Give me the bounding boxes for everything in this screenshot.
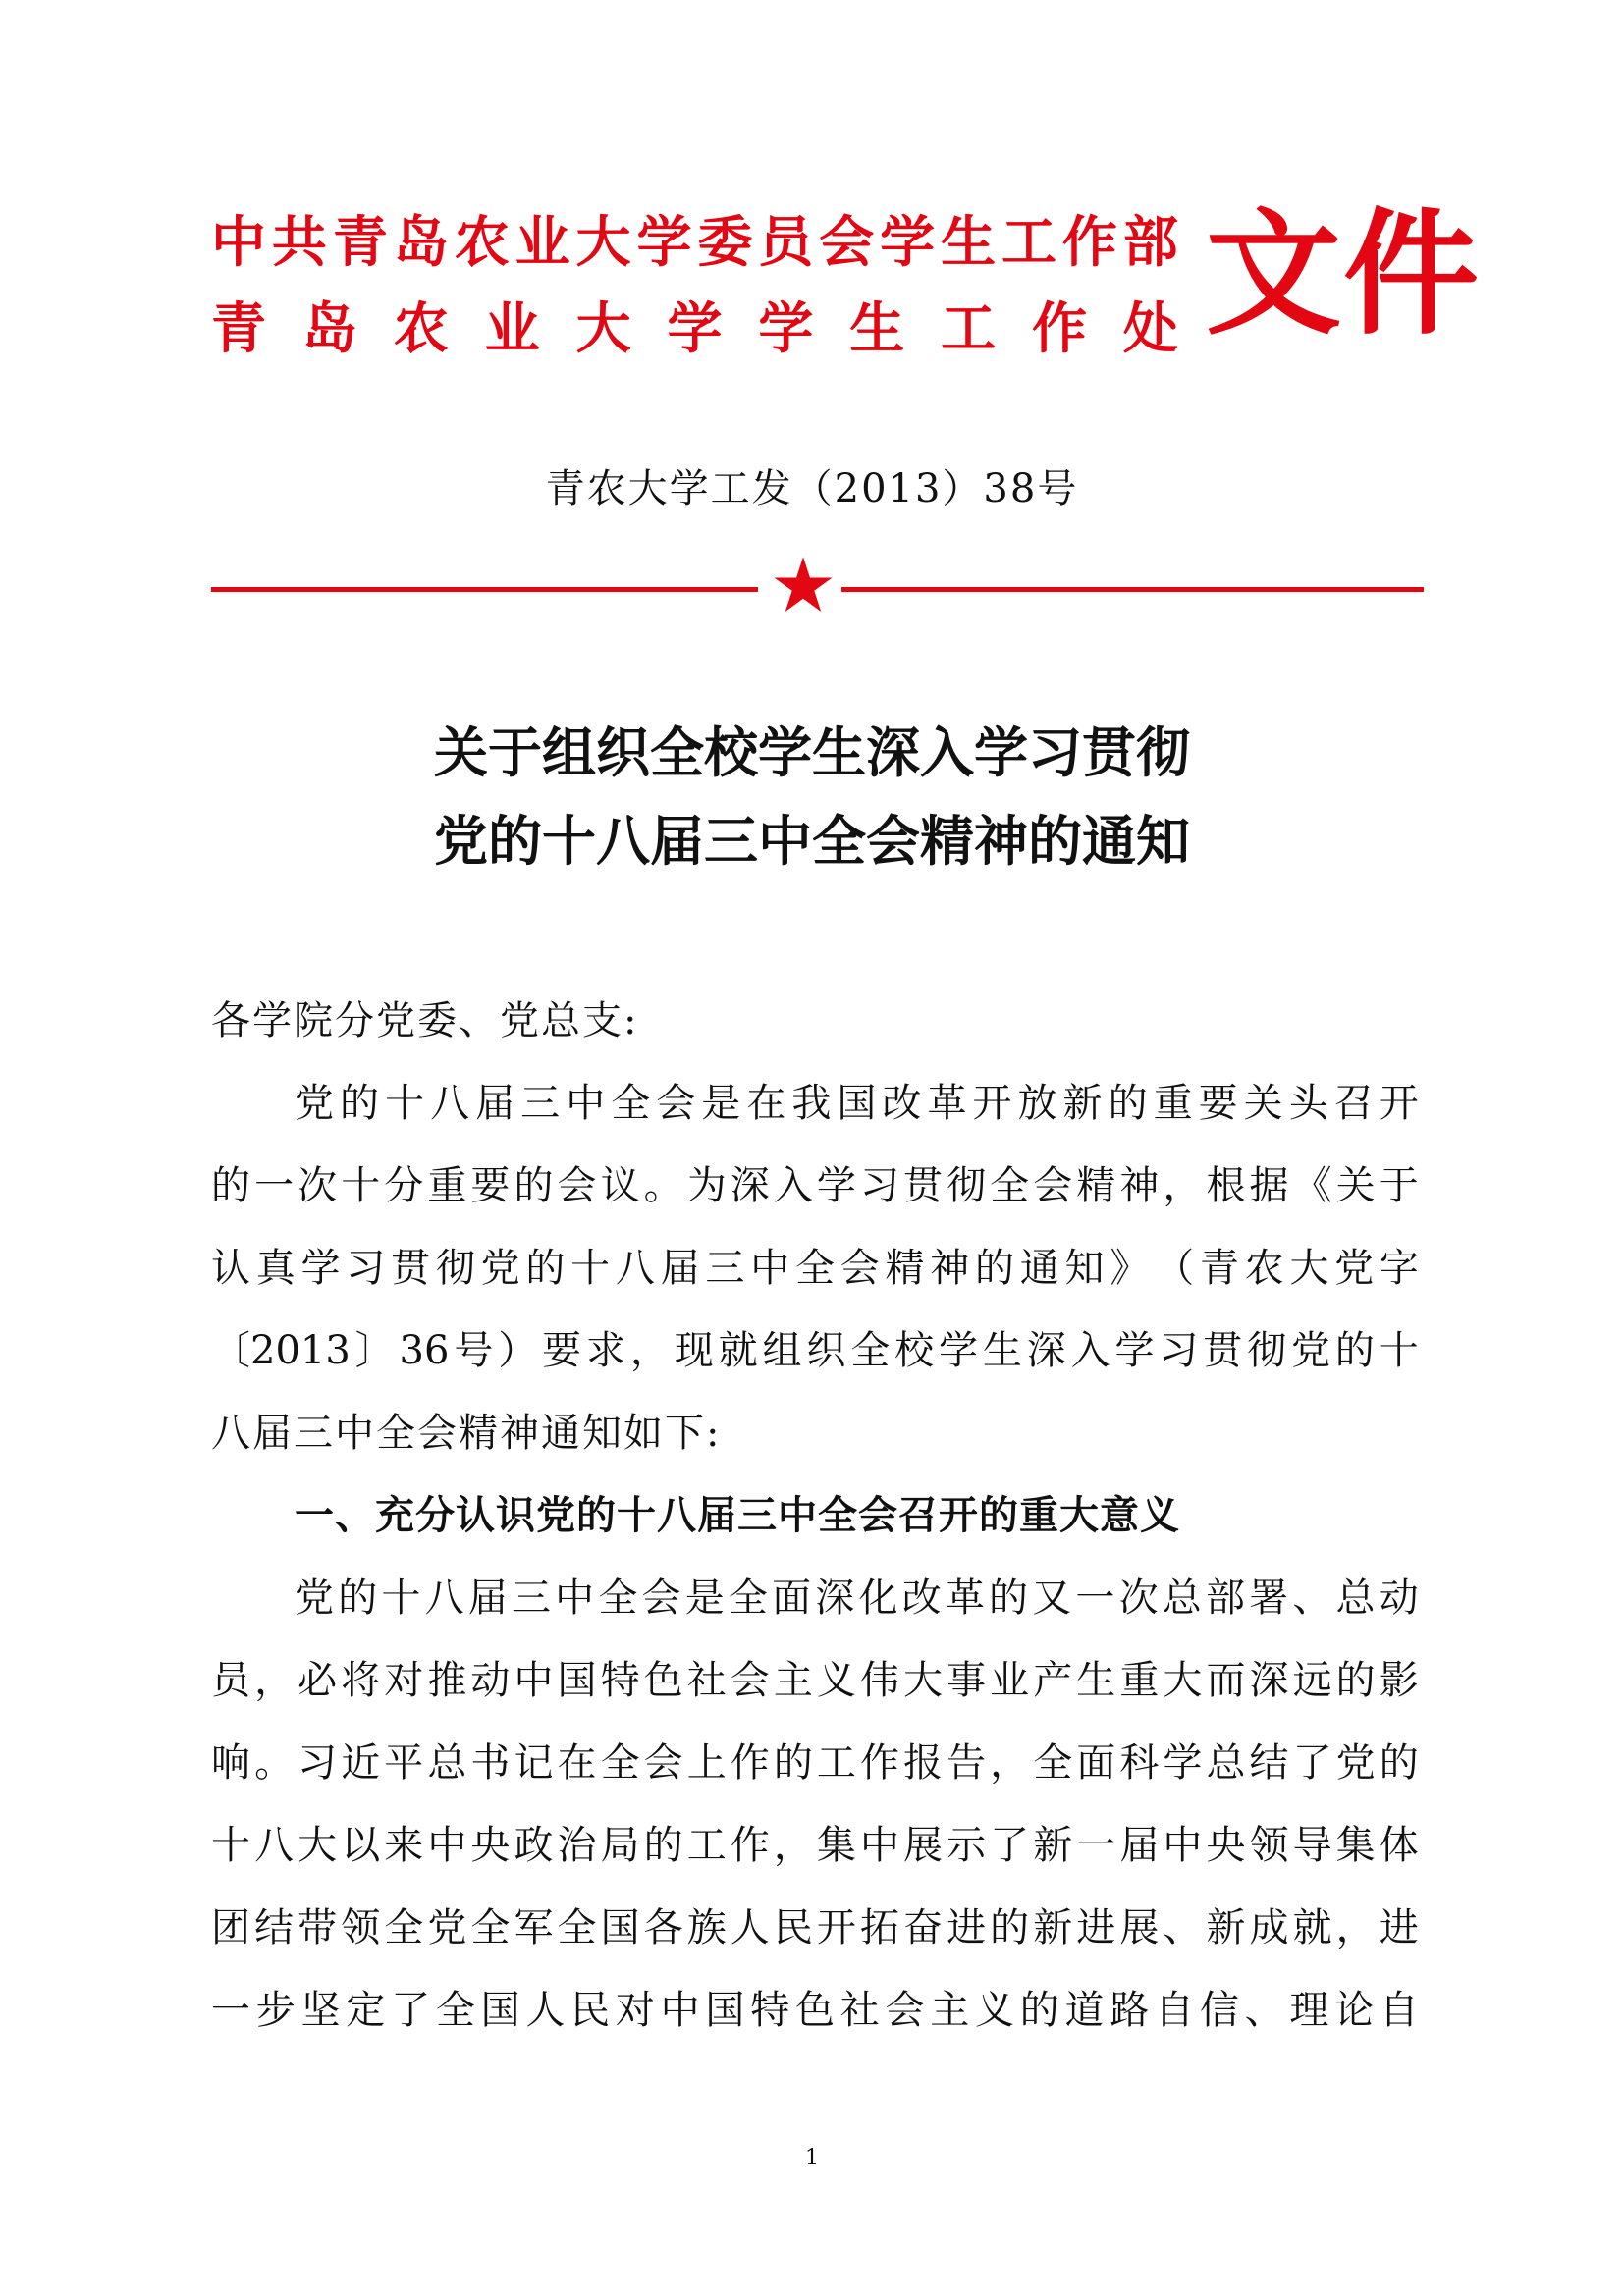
paragraph-2-line: 十 八 大 以 来 中 央 政 治 局 的 工 作 ， 集 中 展 示 了 新 一 届 中 央 领 导 集 体 bbox=[211, 1823, 1419, 1868]
paragraph-2-line: 团 结 带 领 全 党 全 军 全 国 各 族 人 民 开 拓 奋 进 的 新 进 展 、 新 成 就 ， 进 bbox=[211, 1905, 1419, 1950]
issuing-org-line-2: 青 岛 农 业 大 学 学 生 工 作 处 bbox=[211, 297, 1178, 361]
paragraph-1-line: 八届三中全会精神通知如下: bbox=[211, 1411, 722, 1456]
red-divider-right bbox=[841, 587, 1424, 592]
page-number: 1 bbox=[805, 2146, 819, 2170]
document-title-line-1: 关于组织全校学生深入学习贯彻 bbox=[433, 721, 1190, 784]
paragraph-1-line: 党 的 十 八 届 三 中 全 会 是 在 我 国 改 革 开 放 新 的 重 要 关 头 召 开 bbox=[295, 1081, 1419, 1126]
five-pointed-star-icon bbox=[773, 556, 834, 616]
red-divider-left bbox=[211, 587, 758, 592]
section-1-heading: 一、充分认识党的十八届三中全会召开的重大意义 bbox=[295, 1493, 1180, 1538]
paragraph-2-line: 员 ， 必 将 对 推 动 中 国 特 色 社 会 主 义 伟 大 事 业 产 生 重 大 而 深 远 的 影 bbox=[211, 1658, 1419, 1703]
paragraph-2-line: 响 。 习 近 平 总 书 记 在 全 会 上 作 的 工 作 报 告 ， 全 面 科 学 总 结 了 党 的 bbox=[211, 1740, 1419, 1786]
document-title-line-2: 党的十八届三中全会精神的通知 bbox=[433, 810, 1190, 873]
paragraph-2-line: 一 步 坚 定 了 全 国 人 民 对 中 国 特 色 社 会 主 义 的 道 路 自 信 、 理 论 自 bbox=[211, 1988, 1419, 2033]
document-number: 青农大学工发（2013）38号 bbox=[545, 466, 1079, 511]
paragraph-1-line: 〔2013 〕 36 号 ） 要 求 ， 现 就 组 织 全 校 学 生 深 入 学 习 贯 彻 党 的 十 bbox=[211, 1328, 1419, 1373]
paragraph-2-line: 党 的 十 八 届 三 中 全 会 是 全 面 深 化 改 革 的 又 一 次 总 部 署 、 总 动 bbox=[295, 1575, 1419, 1621]
paragraph-1-line: 认 真 学 习 贯 彻 党 的 十 八 届 三 中 全 会 精 神 的 通 知 》 （ 青 农 大 党 字 bbox=[211, 1246, 1419, 1291]
paragraph-1-line: 的 一 次 十 分 重 要 的 会 议 。 为 深 入 学 习 贯 彻 全 会 精 神 ， 根 据 《 关 于 bbox=[211, 1163, 1419, 1208]
salutation: 各学院分党委、党总支: bbox=[211, 998, 639, 1043]
issuing-org-line-1: 中 共 青 岛 农 业 大 学 委 员 会 学 生 工 作 部 bbox=[211, 211, 1178, 275]
document-type-label: 文件 bbox=[1206, 193, 1482, 353]
